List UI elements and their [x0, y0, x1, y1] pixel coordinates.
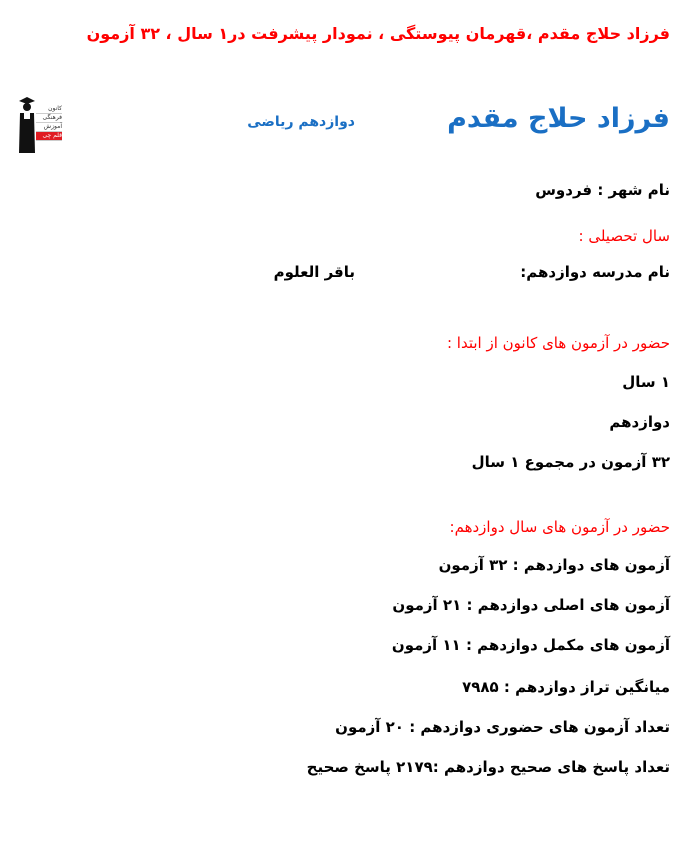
- logo-text: فرهنگی: [36, 114, 62, 123]
- history-heading: حضور در آزمون های کانون از ابتدا :: [446, 334, 670, 352]
- logo-text: کانون: [36, 105, 62, 114]
- history-item: دوازدهم: [609, 413, 670, 431]
- history-item: ۳۲ آزمون در مجموع ۱ سال: [471, 453, 670, 471]
- logo-text: قلم چی: [36, 132, 62, 141]
- city: نام شهر : فردوس: [535, 181, 670, 199]
- grade12-heading: حضور در آزمون های سال دوازدهم:: [449, 518, 670, 536]
- page-title: فرزاد حلاج مقدم ،قهرمان پیوستگی ، نمودار پیشرفت در۱ سال ، ۳۲ آزمون: [86, 24, 670, 43]
- history-item: ۱ سال: [622, 373, 670, 391]
- kanoon-logo: [18, 95, 62, 153]
- student-field: دوازدهم ریاضی: [247, 114, 355, 130]
- grade12-item: تعداد پاسخ های صحیح دوازدهم :۲۱۷۹ پاسخ صحیح: [306, 758, 670, 776]
- school-value: باقر العلوم: [273, 263, 355, 281]
- grade12-item: میانگین تراز دوازدهم : ۷۹۸۵: [462, 678, 670, 696]
- grade12-item: تعداد آزمون های حضوری دوازدهم : ۲۰ آزمون: [335, 718, 670, 736]
- graduate-icon: [18, 95, 36, 153]
- student-name: فرزاد حلاج مقدم: [447, 103, 670, 134]
- grade12-item: آزمون های دوازدهم : ۳۲ آزمون: [438, 556, 670, 574]
- school-label: نام مدرسه دوازدهم:: [520, 263, 670, 281]
- grade12-item: آزمون های مکمل دوازدهم : ۱۱ آزمون: [391, 636, 670, 654]
- grade12-item: آزمون های اصلی دوازدهم : ۲۱ آزمون: [392, 596, 670, 614]
- logo-text: آموزش: [36, 123, 62, 132]
- academic-year-label: سال تحصیلی :: [578, 227, 670, 245]
